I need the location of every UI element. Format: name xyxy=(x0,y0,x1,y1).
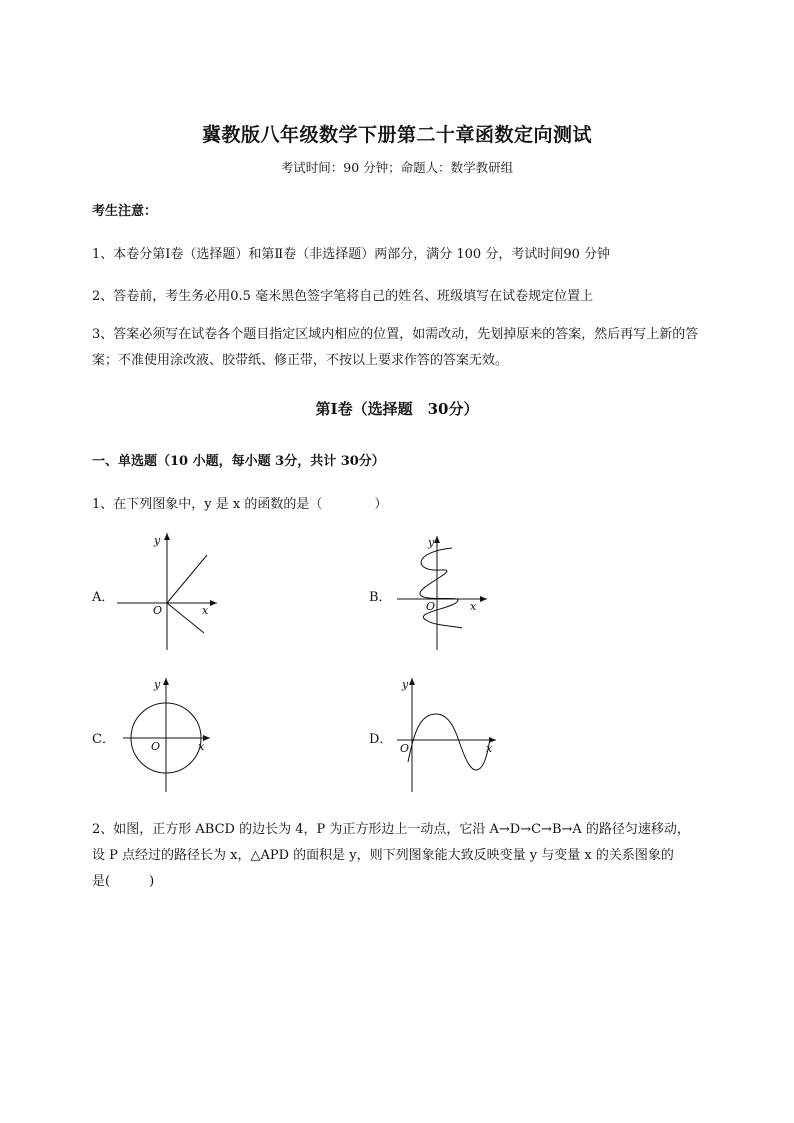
y-label: y xyxy=(402,678,409,691)
y-label: y xyxy=(428,536,435,549)
question-2-line-1: 2、如图，正方形 ABCD 的边长为 4，P 为正方形边上一动点，它沿 A→D→C→B→A 的路径匀速移动， xyxy=(92,822,690,837)
ray-up xyxy=(167,555,207,603)
origin-label: O xyxy=(153,604,163,617)
origin-label: O xyxy=(151,740,161,753)
question-1-text: 1、在下列图象中，y 是 x 的函数的是（ ） xyxy=(92,497,388,512)
notice-item-1: 1、本卷分第Ⅰ卷（选择题）和第Ⅱ卷（非选择题）两部分，满分 100 分，考试时间90 分钟 xyxy=(92,247,610,262)
notice-item-3: 3、答案必须写在试卷各个题目指定区域内相应的位置，如需改动，先划掉原来的答案，然后再写上新的答案；不准使用涂改液、胶带纸、修正带，不按以上要求作答的答案无效。 xyxy=(92,327,699,368)
notice-heading: 考生注意： xyxy=(92,204,158,219)
page-title: 冀教版八年级数学下册第二十章函数定向测试 xyxy=(201,124,592,146)
y-arrow xyxy=(434,536,440,543)
x-label: x xyxy=(198,740,205,753)
y-arrow xyxy=(409,678,415,685)
y-label: y xyxy=(154,534,161,547)
y-arrow xyxy=(164,533,170,540)
x-arrow xyxy=(210,600,217,606)
x-label: x xyxy=(486,742,493,755)
notice-item-2: 2、答卷前，考生务必用0.5 毫米黑色签字笔将自己的姓名、班级填写在试卷规定位置上 xyxy=(92,289,594,304)
option-a-label: A． xyxy=(92,590,115,605)
option-c-label: C． xyxy=(92,732,115,747)
x-arrow xyxy=(480,596,487,602)
section-title: 第Ⅰ卷（选择题 30分） xyxy=(315,400,479,418)
y-arrow xyxy=(163,678,169,685)
option-b-graph xyxy=(392,530,492,655)
question-2-line-3: 是( ) xyxy=(92,874,155,889)
origin-label: O xyxy=(426,600,436,613)
x-label: x xyxy=(202,604,209,617)
y-label: y xyxy=(154,678,161,691)
x-label: x xyxy=(470,600,477,613)
question-2-line-2: 设 P 点经过的路径长为 x，△APD 的面积是 y，则下列图象能大致反映变量 y 与变量 x 的关系图象的 xyxy=(92,848,674,863)
option-d-graph xyxy=(392,672,502,797)
option-b-label: B． xyxy=(369,590,392,605)
exam-info: 考试时间：90 分钟；命题人：数学教研组 xyxy=(280,160,514,175)
section-subtitle: 一、单选题（10 小题，每小题 3分，共计 30分） xyxy=(92,454,385,469)
ray-down xyxy=(167,603,204,633)
option-c-graph xyxy=(118,672,218,797)
origin-label: O xyxy=(400,742,410,755)
curve xyxy=(420,548,462,628)
sine-curve xyxy=(408,714,490,770)
option-a-graph xyxy=(112,530,222,655)
option-d-label: D． xyxy=(369,732,393,747)
